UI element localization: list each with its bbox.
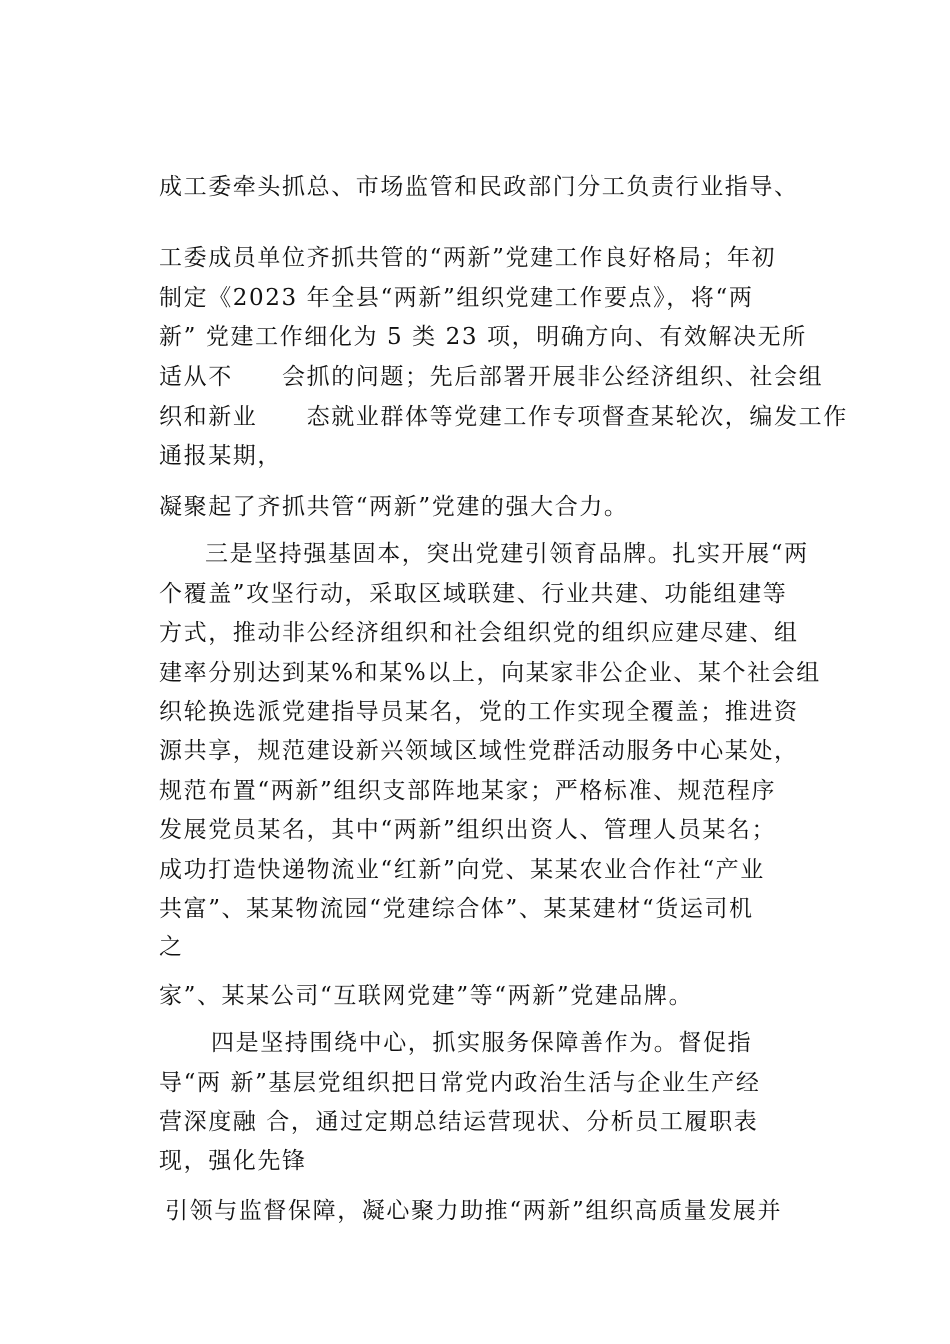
text-line: 成功打造快递物流业“红新”向党、某某农业合作社“产业	[159, 857, 765, 883]
text-line: 工委成员单位齐抓共管的“两新”党建工作良好格局；年初	[159, 245, 777, 271]
text-line: 营深度融 合，通过定期总结运营现状、分析员工履职表	[159, 1109, 759, 1135]
text-line: 源共享，规范建设新兴领域区域性党群活动服务中心某处，	[159, 738, 799, 764]
text-line: 适从不 会抓的问题；先后部署开展非公经济组织、社会组	[159, 364, 824, 390]
text-line: 织轮换选派党建指导员某名，党的工作实现全覆盖；推进资	[159, 699, 799, 725]
text-line: 成工委牵头抓总、市场监管和民政部门分工负责行业指导、	[159, 174, 799, 200]
text-line: 规范布置“两新”组织支部阵地某家；严格标准、规范程序	[159, 778, 777, 804]
text-line: 新” 党建工作细化为 5 类 23 项，明确方向、有效解决无所	[159, 324, 807, 350]
paragraph-start-line: 三是坚持强基固本，突出党建引领育品牌。扎实开展“两	[205, 541, 809, 567]
text-line: 通报某期，	[159, 443, 282, 469]
text-line: 现，强化先锋	[159, 1148, 307, 1174]
text-line: 个覆盖”攻坚行动，采取区域联建、行业共建、功能组建等	[159, 581, 788, 607]
text-line: 建率分别达到某%和某%以上，向某家非公企业、某个社会组	[159, 660, 821, 686]
text-line: 共富”、某某物流园“党建综合体”、某某建材“货运司机	[159, 896, 754, 922]
text-line: 导“两 新”基层党组织把日常党内政治生活与企业生产经	[159, 1070, 761, 1096]
paragraph-start-line: 四是坚持围绕中心，抓实服务保障善作为。督促指	[211, 1030, 753, 1056]
text-line: 凝聚起了齐抓共管“两新”党建的强大合力。	[159, 494, 629, 520]
text-line: 引领与监督保障，凝心聚力助推“两新”组织高质量发展并	[165, 1198, 783, 1224]
text-line: 织和新业 态就业群体等党建工作专项督查某轮次，编发工作	[159, 404, 848, 430]
text-line: 之	[159, 934, 184, 960]
text-line: 家”、某某公司“互联网党建”等“两新”党建品牌。	[159, 983, 694, 1009]
text-line: 发展党员某名，其中“两新”组织出资人、管理人员某名；	[159, 817, 777, 843]
text-line: 方式，推动非公经济组织和社会组织党的组织应建尽建、组	[159, 620, 799, 646]
text-line: 制定《2023 年全县“两新”组织党建工作要点》，将“两	[159, 285, 754, 311]
